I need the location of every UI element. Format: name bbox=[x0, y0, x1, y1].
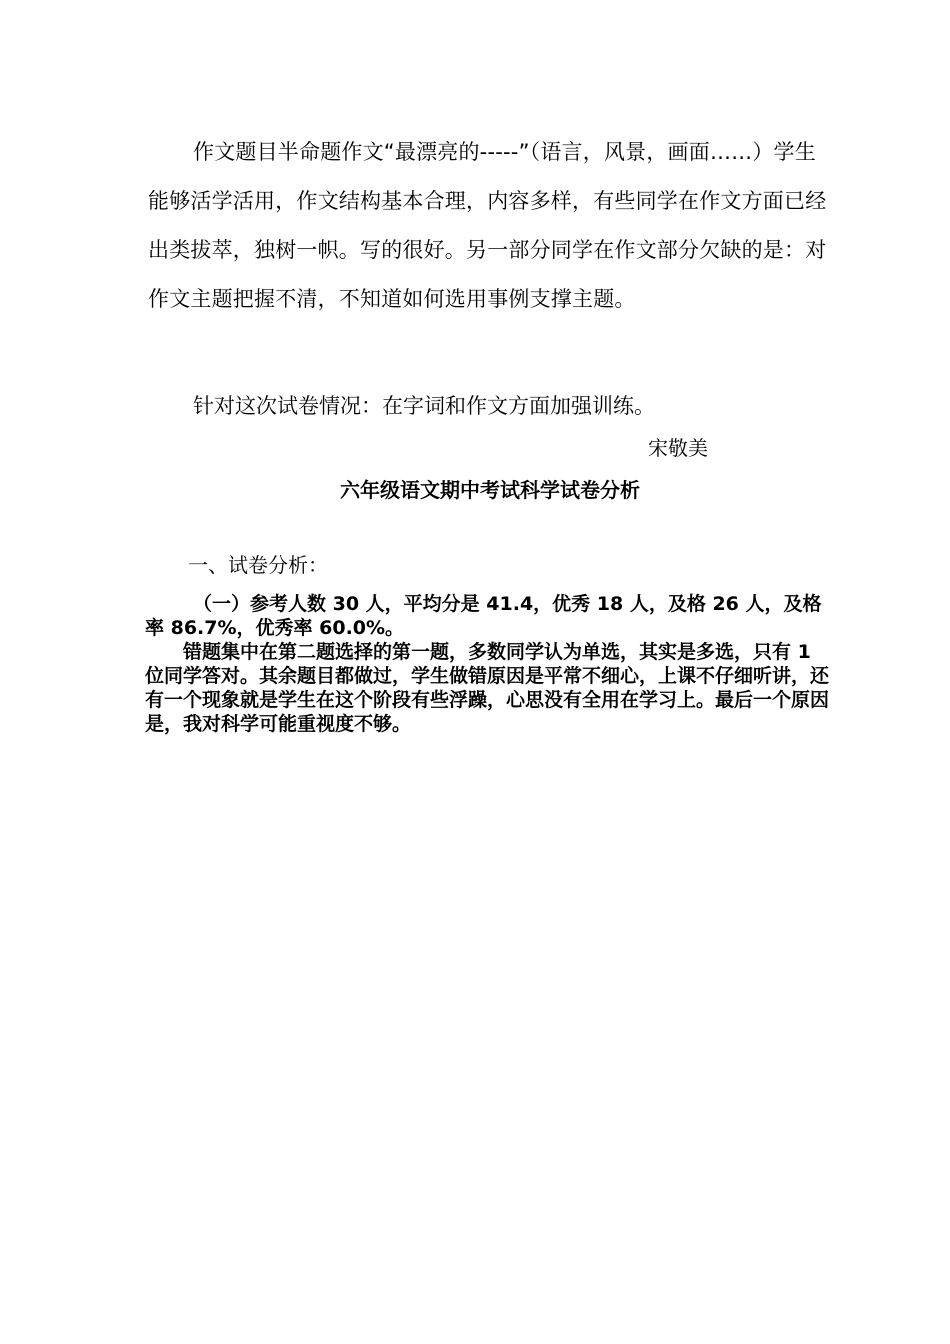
analysis-body bbox=[145, 592, 835, 736]
error-analysis-paragraph: 错题集中在第二题选择的第一题，多数同学认为单选，其实是多选，只有 1 位同学答对。其余题目都做过，学生做错原因是平常不细心，上课不仔细听讲，还有一个现象就是学生在这个阶段有些浮躁，心思没有全用在学习上。最后一个原因是，我对科学可能重视度不够。 bbox=[145, 641, 830, 735]
exam-statistics-paragraph: （一）参考人数 30 人，平均分是 41.4，优秀 18 人，及格 26 人，及格率 86.7%，优秀率 60.0%。 bbox=[145, 593, 822, 639]
improvement-paragraph: 针对这次试卷情况：在字词和作文方面加强训练。 bbox=[193, 394, 655, 418]
section-heading: 一、试卷分析： bbox=[188, 553, 328, 577]
essay-analysis-paragraph: 作文题目半命题作文“最漂亮的-----”（语言，风景，画面……）学生能够活学活用，作文结构基本合理，内容多样，有些同学在作文方面已经出类拔萃，独树一帜。写的很好。另一部分同学在作文部分欠缺的是：对作文主题把握不清，不知道如何选用事例支撑主题。 bbox=[148, 140, 827, 311]
document-title: 六年级语文期中考试科学试卷分析 bbox=[340, 478, 640, 502]
author-signature: 宋敬美 bbox=[648, 436, 708, 460]
